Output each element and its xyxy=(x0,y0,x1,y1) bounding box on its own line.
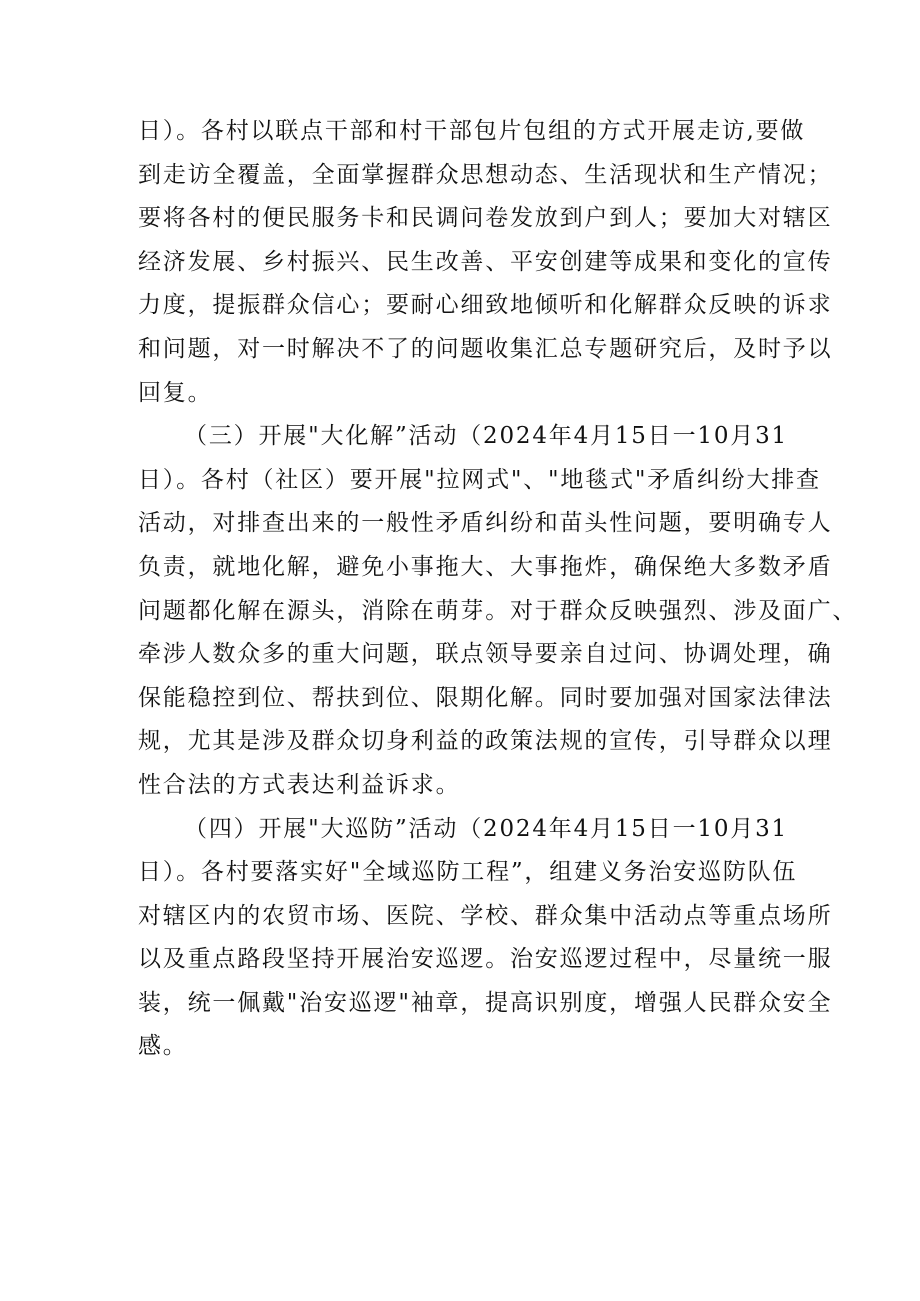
text-line: 性合法的方式表达利益诉求。 xyxy=(138,771,461,798)
body-text xyxy=(138,110,858,1069)
text-line: 牵涉人数众多的重大问题，联点领导要亲自过问、协调处理，确 xyxy=(138,641,833,668)
text-line: 活动，对排查出来的一般性矛盾纠纷和苗头性问题，要明确专人 xyxy=(138,510,833,537)
text-line: 日）。各村以联点干部和村干部包片包组的方式开展走访,要做 xyxy=(138,118,806,144)
section-heading-3: （三）开展"大化解”活动（2024年4月15日一10月31 xyxy=(184,423,788,450)
text-line: 对辖区内的农贸市场、医院、学校、群众集中活动点等重点场所 xyxy=(138,902,833,929)
text-line: 力度，提振群众信心；要耐心细致地倾听和化解群众反映的诉求 xyxy=(138,292,833,319)
text-line: 问题都化解在源头，消除在萌芽。对于群众反映强烈、涉及面广、 xyxy=(138,597,858,624)
text-line: 回复。 xyxy=(138,379,213,406)
text-line: 负责，就地化解，避免小事拖大、大事拖炸，确保绝大多数矛盾 xyxy=(138,553,833,580)
text-line: 日）。各村（社区）要开展"拉网式"、"地毯式"矛盾纠纷大排查 xyxy=(138,466,821,493)
text-line: 以及重点路段坚持开展治安巡逻。治安巡逻过程中，尽量统一服 xyxy=(138,946,833,973)
text-line: 到走访全覆盖，全面掌握群众思想动态、生活现状和生产情况； xyxy=(138,161,833,188)
section-heading-4: （四）开展"大巡防”活动（2024年4月15日一10月31 xyxy=(184,815,788,842)
text-line: 感。 xyxy=(138,1033,188,1060)
text-line: 规，尤其是涉及群众切身利益的政策法规的宣传，引导群众以理 xyxy=(138,728,833,755)
text-line: 日）。各村要落实好"全域巡防工程”，组建义务治安巡防队伍 xyxy=(138,859,798,886)
text-line: 装，统一佩戴"治安巡逻"袖章，提高识别度，增强人民群众安全 xyxy=(138,989,833,1016)
text-line: 要将各村的便民服务卡和民调问卷发放到户到人；要加大对辖区 xyxy=(138,205,833,232)
text-line: 和问题，对一时解决不了的问题收集汇总专题研究后，及时予以 xyxy=(138,335,833,362)
text-line: 经济发展、乡村振兴、民生改善、平安创建等成果和变化的宣传 xyxy=(138,248,833,275)
text-line: 保能稳控到位、帮扶到位、限期化解。同时要加强对国家法律法 xyxy=(138,684,833,711)
